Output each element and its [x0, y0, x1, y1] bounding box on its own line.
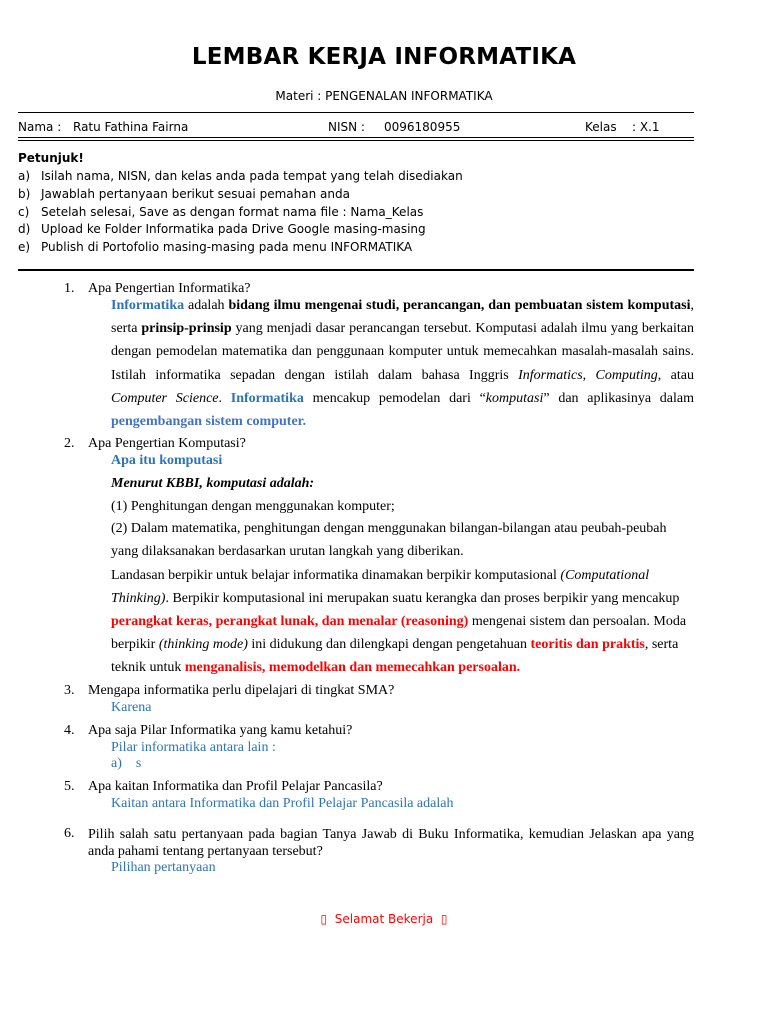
nama-label: Nama : — [18, 120, 62, 134]
instruction-item: d) Upload ke Folder Informatika pada Drive Google masing-masing — [18, 222, 426, 236]
answer-4-intro: Pilar informatika antara lain : — [111, 740, 276, 755]
answer-2-point-1: (1) Penghitungan dengan menggunakan komputer; — [111, 499, 395, 514]
nisn-label: NISN : — [328, 120, 365, 134]
divider-top — [18, 112, 694, 113]
materi-line — [0, 89, 768, 103]
instructions-heading: Petunjuk! — [18, 151, 84, 165]
materi-label: Materi : — [275, 89, 322, 103]
answer-5: Kaitan antara Informatika dan Profil Pelajar Pancasila adalah — [111, 796, 454, 811]
answer-2-kbbi: Menurut KBBI, komputasi adalah: — [111, 476, 315, 491]
answer-1: Informatika adalah bidang ilmu mengenai studi, perancangan, dan pembuatan sistem komputasi, serta prinsip-prinsip yang menjadi dasar perancangan tersebut. Komputasi adalah ilmu yang berkaitan dengan pemodelan matematika dan penggunaan komputer untuk memecahkan masalah-masalah sains. Istilah informatika sepadan dengan istilah dalam bahasa Inggris Informatics, Computing, atau Computer Science. Informatika mencakup pemodelan dari “komputasi” dan aplikasinya dalam pengembangan sistem computer. — [111, 298, 694, 430]
worksheet-page: LEMBAR KERJA INFORMATIKA Materi : PENGENALAN INFORMATIKA Nama : Ratu Fathina Fairna NISN : 0096180955 Kelas : X.1 Petunjuk! a) Isilah nama, NISN, dan kelas anda pada tempat yang telah disediakan b) Jawablah pertanyaan berikut sesuai pemahan anda c) Setelah selesai, Save as dengan format nama file : Nama_Kelas d) Upload ke Folder Informatika pada Drive Google masing-masing e) Publish di Portofolio masing-masing pada menu INFORMATIKA 1. Apa Pengertian Informatika? Informatika adalah bidang ilmu mengenai studi, perancangan, dan pembuatan sistem komputasi, serta prinsip-prinsip yang menjadi dasar perancangan tersebut. Komputasi adalah ilmu yang berkaitan dengan pemodelan matematika dan penggunaan komputer untuk memecahkan masalah-masalah sains. Istilah informatika sepadan dengan istilah dalam bahasa Inggris Informatics, Computing, atau Computer Science. Informatika mencakup pemodelan dari “komputasi” dan aplikasinya dalam pengembangan sistem computer. 2. Apa Pengertian Komputasi? Apa itu komputasi Menurut KBBI, komputasi adalah: (1) Penghitungan dengan menggunakan komputer; (2) Dalam matematika, penghitungan dengan menggunakan bilangan-bilangan atau peubah-peubah yang dilaksanakan berdasarkan urutan langkah yang diberikan. Landasan berpikir untuk belajar informatika dinamakan berpikir komputasional (Computational Thinking). Berpikir komputasional ini merupakan suatu kerangka dan proses berpikir yang mencakup perangkat keras, perangkat lunak, dan menalar (reasoning) mengenai sistem dan persoalan. Moda berpikir (thinking mode) ini didukung dan dilengkapi dengan pengetahuan teoritis dan praktis, serta teknik untuk menganalisis, memodelkan dan memecahkan persoalan. 3. Mengapa informatika perlu dipelajari di tingkat SMA? Karena 4. Apa saja Pilar Informatika yang kamu ketahui? Pilar informatika antara lain : a) s 5. Apa kaitan Informatika dan Profil Pelajar Pancasila? Kaitan antara Informatika dan Profil Pelajar Pancasila adalah 6. Pilih salah satu pertanyaan pada bagian Tanya Jawab di Buku Informatika, kemudian Jelaskan apa yang anda pahami tentang pertanyaan tersebut? Pilihan pertanyaan ▯ Selamat Bekerja ▯ — [0, 0, 768, 1024]
answer-2-paragraph: Landasan berpikir untuk belajar informatika dinamakan berpikir komputasional (Computational Thinking). Berpikir komputasional ini merupakan suatu kerangka dan proses berpikir yang mencakup perangkat keras, perangkat lunak, dan menalar (reasoning) mengenai sistem dan persoalan. Moda berpikir (thinking mode) ini didukung dan dilengkapi dengan pengetahuan teoritis dan praktis, serta teknik untuk menganalisis, memodelkan dan memecahkan persoalan. — [111, 568, 687, 676]
divider-info-1 — [18, 137, 694, 138]
answer-6: Pilihan pertanyaan — [111, 860, 216, 875]
answer-2-heading: Apa itu komputasi — [111, 453, 223, 468]
footer-text: Selamat Bekerja — [334, 912, 434, 926]
nisn-value: 0096180955 — [384, 120, 461, 134]
answer-4-item: a) s — [111, 756, 142, 771]
nama-value: Ratu Fathina Fairna — [73, 120, 189, 134]
instruction-item: c) Setelah selesai, Save as dengan format nama file : Nama_Kelas — [18, 205, 424, 219]
instruction-item: a) Isilah nama, NISN, dan kelas anda pada tempat yang telah disediakan — [18, 169, 463, 183]
answer-3: Karena — [111, 700, 152, 715]
kelas-label: Kelas — [585, 120, 617, 134]
divider-instructions — [18, 269, 694, 271]
divider-info-2 — [18, 140, 694, 141]
page-title: LEMBAR KERJA INFORMATIKA — [191, 44, 577, 70]
instruction-item: b) Jawablah pertanyaan berikut sesuai pemahan anda — [18, 187, 350, 201]
footer — [0, 912, 768, 926]
footer-right-icon: ▯ — [440, 912, 448, 926]
footer-left-icon: ▯ — [320, 912, 328, 926]
kelas-value: : X.1 — [632, 120, 660, 134]
instruction-item: e) Publish di Portofolio masing-masing pada menu INFORMATIKA — [18, 240, 413, 254]
answer-2-point-2: (2) Dalam matematika, penghitungan dengan menggunakan bilangan-bilangan atau peubah-peubah yang dilaksanakan berdasarkan urutan langkah yang diberikan. — [111, 521, 667, 559]
materi-value: PENGENALAN INFORMATIKA — [325, 89, 493, 103]
